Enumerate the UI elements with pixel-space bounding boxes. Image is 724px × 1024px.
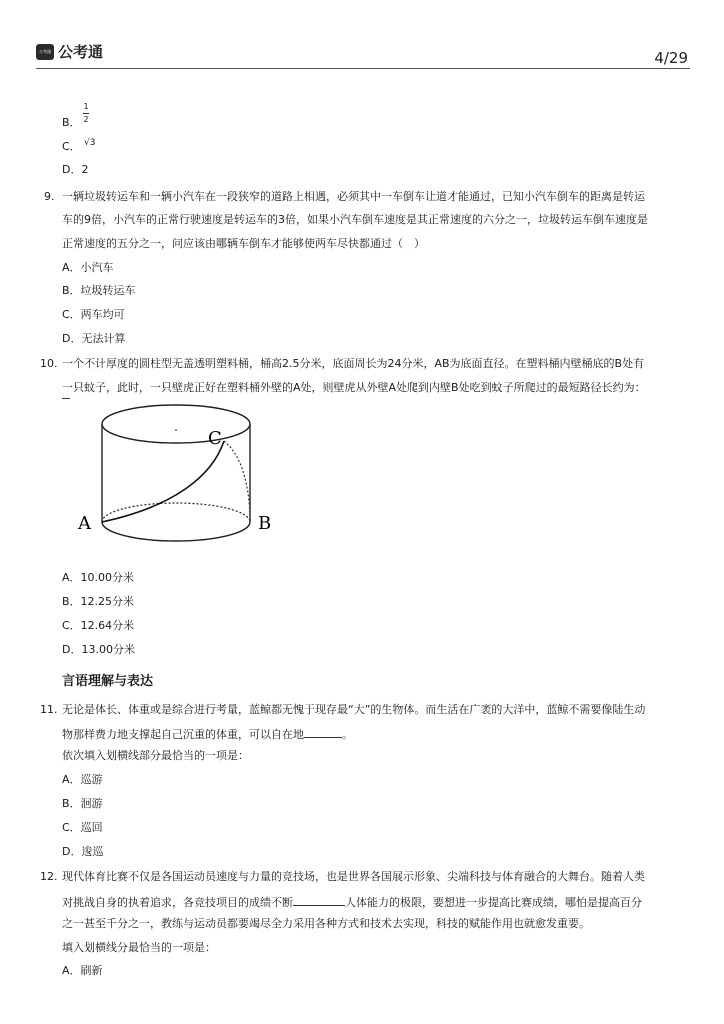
q9-option-c: C．两车均可 [62, 308, 125, 321]
q9-stem-line-2: 车的9倍，小汽车的正常行驶速度是转运车的3倍，如果小汽车倒车速度是其正常速度的六分之一，垃圾转运车倒车速度是 [62, 213, 648, 226]
fraction-denominator: 2 [83, 115, 89, 124]
q11-option-a: A．巡游 [62, 773, 103, 786]
page-header [36, 42, 690, 68]
q10-option-b: B．12.25分米 [62, 595, 135, 608]
center-dot [175, 429, 177, 431]
fraction-numerator: 1 [83, 102, 89, 111]
logo-small-text: 公考通 [39, 49, 51, 54]
q12-stem-line-3: 之一甚至千分之一，教练与运动员都要竭尽全力采用各种方式和技术去实现，科技的赋能作用也就愈发重要。 [62, 917, 590, 930]
q12-line2-before: 对挑战自身的执着追求，各竞技项目的成绩不断 [62, 896, 293, 909]
q10-option-d: D．13.00分米 [62, 643, 135, 656]
q11-blank [304, 725, 342, 738]
q9-option-b: B．垃圾转运车 [62, 284, 136, 297]
q8-option-b [62, 115, 81, 131]
q8-option-c [62, 139, 81, 155]
q10-stem-line-1: 一个不计厚度的圆柱型无盖透明塑料桶，桶高2.5分米，底面周长为24分米，AB为底面直径。在塑料桶内壁桶底的B处有 [62, 357, 645, 370]
q9-option-a: A．小汽车 [62, 261, 114, 274]
label-a: A [78, 513, 91, 534]
cylinder-figure [62, 397, 292, 549]
q10-number: 10. [40, 357, 58, 370]
q12-number: 12. [40, 870, 58, 883]
q11-prompt: 依次填入划横线部分最恰当的一项是： [62, 749, 249, 762]
q12-prompt: 填入划横线分最恰当的一项是： [62, 941, 216, 954]
q8-option-b-fraction [82, 102, 90, 125]
path-a-to-c [102, 441, 224, 522]
q8-option-d: D．2 [62, 163, 89, 176]
section-title: 言语理解与表达 [62, 674, 154, 689]
q9-option-d: D．无法计算 [62, 332, 126, 345]
q11-option-d: D．逡巡 [62, 845, 104, 858]
label-b: B [258, 513, 272, 534]
q9-stem-line-3: 正常速度的五分之一，问应该由哪辆车倒车才能够使两车尽快都通过（ ） [62, 237, 425, 250]
header-divider [36, 68, 690, 69]
path-c-to-b [224, 441, 250, 522]
q9-stem-line-1: 一辆垃圾转运车和一辆小汽车在一段狭窄的道路上相遇，必须其中一车倒车让道才能通过，已知小汽车倒车的距离是转运 [62, 190, 645, 203]
q11-option-c: C．巡回 [62, 821, 103, 834]
q8-option-b-label: B． [62, 116, 81, 129]
cylinder-bottom-back [102, 503, 250, 522]
q11-option-b: B．洄游 [62, 797, 103, 810]
q11-line2-before: 物那样费力地支撑起自己沉重的体重，可以自在地 [62, 728, 304, 741]
q11-stem-line-1: 无论是体长、体重或是综合进行考量，蓝鲸都无愧于现存最“大”的生物体。而生活在广袤的大洋中，蓝鲸不需要像陆生动 [62, 703, 646, 716]
q10-stem-line-2: 一只蚊子，此时，一只壁虎正好在塑料桶外壁的A处，则壁虎从外壁A处爬到内壁B处吃到蚊子所爬过的最短路径长约为： [62, 381, 646, 394]
page-number: 4/29 [654, 49, 688, 67]
q12-stem-line-1: 现代体育比赛不仅是各国运动员速度与力量的竞技场，也是世界各国展示形象、尖端科技与体育融合的大舞台。随着人类 [62, 870, 645, 883]
cylinder-bottom-front [102, 522, 250, 541]
logo-icon [36, 44, 54, 60]
q12-line2-after: 人体能力的极限，要想进一步提高比赛成绩，哪怕是提高百分 [345, 896, 642, 909]
label-c: C [208, 428, 222, 449]
q11-number: 11. [40, 703, 58, 716]
brand-name: 公考通 [58, 43, 104, 61]
q10-option-a: A．10.00分米 [62, 571, 135, 584]
q10-option-c: C．12.64分米 [62, 619, 135, 632]
q12-option-a: A．刷新 [62, 964, 103, 977]
q12-blank [293, 893, 345, 906]
q12-stem-line-2 [62, 893, 690, 911]
q8-option-c-label: C． [62, 140, 81, 153]
q11-stem-line-2 [62, 725, 690, 743]
q9-number: 9. [44, 190, 55, 203]
cylinder-top-ellipse [102, 405, 250, 443]
q11-line2-after: 。 [342, 728, 353, 741]
q8-option-c-sqrt: √3 [84, 138, 96, 148]
